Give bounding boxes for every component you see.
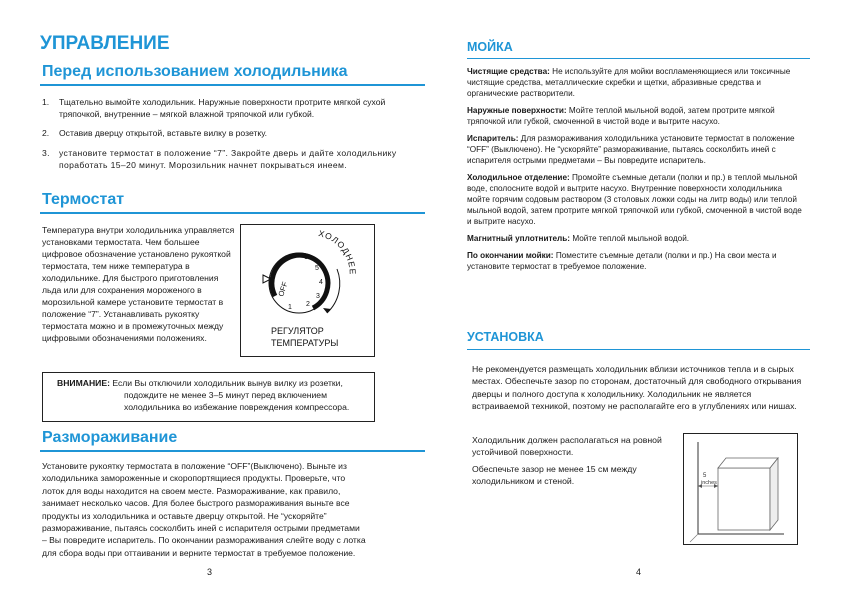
washing-text <box>467 66 807 272</box>
before-use-list <box>42 96 427 176</box>
dial-number: 4 <box>319 279 323 286</box>
thermostat-text: Температура внутри холодильника управляется установками термостата. Чем большее цифровое обозначение установлено рукояткой термостата, тем ниже температура в холодильнике. Для быстрого приготовления льда или для сохранения мороженого в морозильной камере установите термостат в положение “7”. Устанавливать рукоятку термостата можно и в промежуточных между цифровыми обозначениями положениях. <box>42 225 235 343</box>
section-heading-before-use: Перед использованием холодильника <box>42 63 348 80</box>
section-heading-defrost: Размораживание <box>42 429 178 446</box>
list-item-text: Тщательно вымойте холодильник. Наружные поверхности протрите мягкой сухой тряпочкой, внутренние – мягкой влажной тряпочкой или губкой. <box>59 97 386 119</box>
list-item <box>42 147 419 171</box>
gap-unit-label: inches <box>701 480 717 486</box>
page-number: 4 <box>636 567 642 577</box>
thermostat-dial <box>241 225 376 358</box>
heading-rule <box>467 349 810 350</box>
fridge-top <box>718 458 778 468</box>
dial-number: 5 <box>315 265 319 272</box>
section-heading-thermostat: Термостат <box>42 191 125 208</box>
heading-rule <box>40 84 425 86</box>
dial-number: 1 <box>288 304 292 311</box>
list-item-text: установите термостат в положение “7”. Закройте дверь и дайте холодильнику поработать 15–20 минут. Морозильник начнет покрываться инеем. <box>59 148 397 170</box>
washing-paragraph: Магнитный уплотнитель: Мойте теплой мыльной водой. <box>467 234 690 243</box>
list-item-text: Оставив дверцу открытой, вставьте вилку в розетку. <box>59 128 268 138</box>
dial-caption: РЕГУЛЯТОР <box>271 326 324 336</box>
dial-number: 3 <box>316 293 320 300</box>
dial-number: 6 <box>304 254 308 261</box>
washing-paragraph: Чистящие средства: Не используйте для мойки воспламеняющиеся или токсичные чистящие средства, металлические скребки и щетки, абразивные средства и органические растворители. <box>467 67 791 98</box>
attention-line: подождите не менее 3–5 минут перед включением <box>124 390 327 400</box>
dial-number: 2 <box>306 301 310 308</box>
washing-paragraph: Наружные поверхности: Мойте теплой мыльной водой, затем протрите мягкой тряпочкой или губкой, смоченной в чистой воде и вытрите насухо. <box>467 106 775 126</box>
install-text-1: Не рекомендуется размещать холодильник вблизи источников тепла и в сырых местах. Обеспечьте зазор по сторонам, достаточный для свободного открывания дверцы и полного доступа к холодильнику. Холодильник не является встраиваемой техникой, поэтому не располагайте его в углублениях или нишах. <box>472 364 802 411</box>
page-number: 3 <box>207 567 213 577</box>
install-text-3: Обеспечьте зазор не менее 15 см между холодильником и стеной. <box>472 464 637 487</box>
heading-rule <box>467 58 810 59</box>
dial-number: 7 <box>289 254 293 261</box>
heading-rule <box>40 212 425 214</box>
page-title: УПРАВЛЕНИЕ <box>40 33 170 54</box>
dial-caption: ТЕМПЕРАТУРЫ <box>271 338 339 348</box>
attention-line: холодильника во избежание повреждения компрессора. <box>124 402 350 412</box>
gap-label: 5 <box>703 473 707 479</box>
section-heading-washing: МОЙКА <box>467 40 513 54</box>
arc-label: ХОЛОДНЕЕ <box>317 228 358 276</box>
fridge-shape <box>718 468 770 530</box>
installation-figure <box>683 433 798 545</box>
washing-paragraph: Холодильное отделение: Промойте съемные детали (полки и пр.) в теплой мыльной воде, сполосните водой и вытрите насухо. Внутренние поверхности холодильника мойте горячим содовым раствором (3 столовых ложки соды на литр воды) или теплой мыльной водой, затем протрите мягкой тряпочкой или губкой, смоченной в чистой воде и вытрите насухо. <box>467 173 802 226</box>
list-item <box>42 127 419 139</box>
attention-label: ВНИМАНИЕ: <box>57 378 110 388</box>
list-item-number: 2. <box>42 128 50 138</box>
list-item-number: 3. <box>42 148 50 158</box>
defrost-text: Установите рукоятку термостата в положение “OFF”(Выключено). Выньте из холодильника замороженные и скоропортящиеся продукты. Проверьте, что лоток для воды находится на своем месте. Размораживание, как правило, занимает несколько часов. Для более быстрого размораживания выньте все продукты из холодильника и оставьте дверцу открытой. Не “ускоряйте” размораживание, пытаясь сосколбить иней с испарителя острыми предметами – Вы повредите испаритель. По окончании размораживания слейте воду с лотка для сбора воды при оттаивании и верните термостат в требуемое положение. <box>42 461 366 558</box>
fridge-side <box>770 458 778 530</box>
list-item <box>42 96 419 120</box>
clearance-diagram <box>684 434 799 546</box>
attention-line: ВНИМАНИЕ: Если Вы отключили холодильник вынув вилку из розетки, <box>57 378 343 388</box>
install-text-2: Холодильник должен располагаться на ровной устойчивой поверхности. <box>472 435 662 458</box>
heading-rule <box>40 450 425 452</box>
list-item-number: 1. <box>42 97 50 107</box>
thermostat-figure <box>240 224 375 357</box>
attention-box <box>42 372 375 422</box>
dial-off-label: OFF <box>276 280 290 298</box>
washing-paragraph: По окончании мойки: Поместите съемные детали (полки и пр.) На свои места и установите термостат в требуемое положение. <box>467 251 777 271</box>
section-heading-install: УСТАНОВКА <box>467 330 544 344</box>
washing-paragraph: Испаритель: Для размораживания холодильника установите термостат в положение “OFF” (Выключено). Не “ускоряйте” размораживание, пытаясь сосколбить иней с испарителя острыми предметами – Вы повредите испаритель. <box>467 134 795 165</box>
